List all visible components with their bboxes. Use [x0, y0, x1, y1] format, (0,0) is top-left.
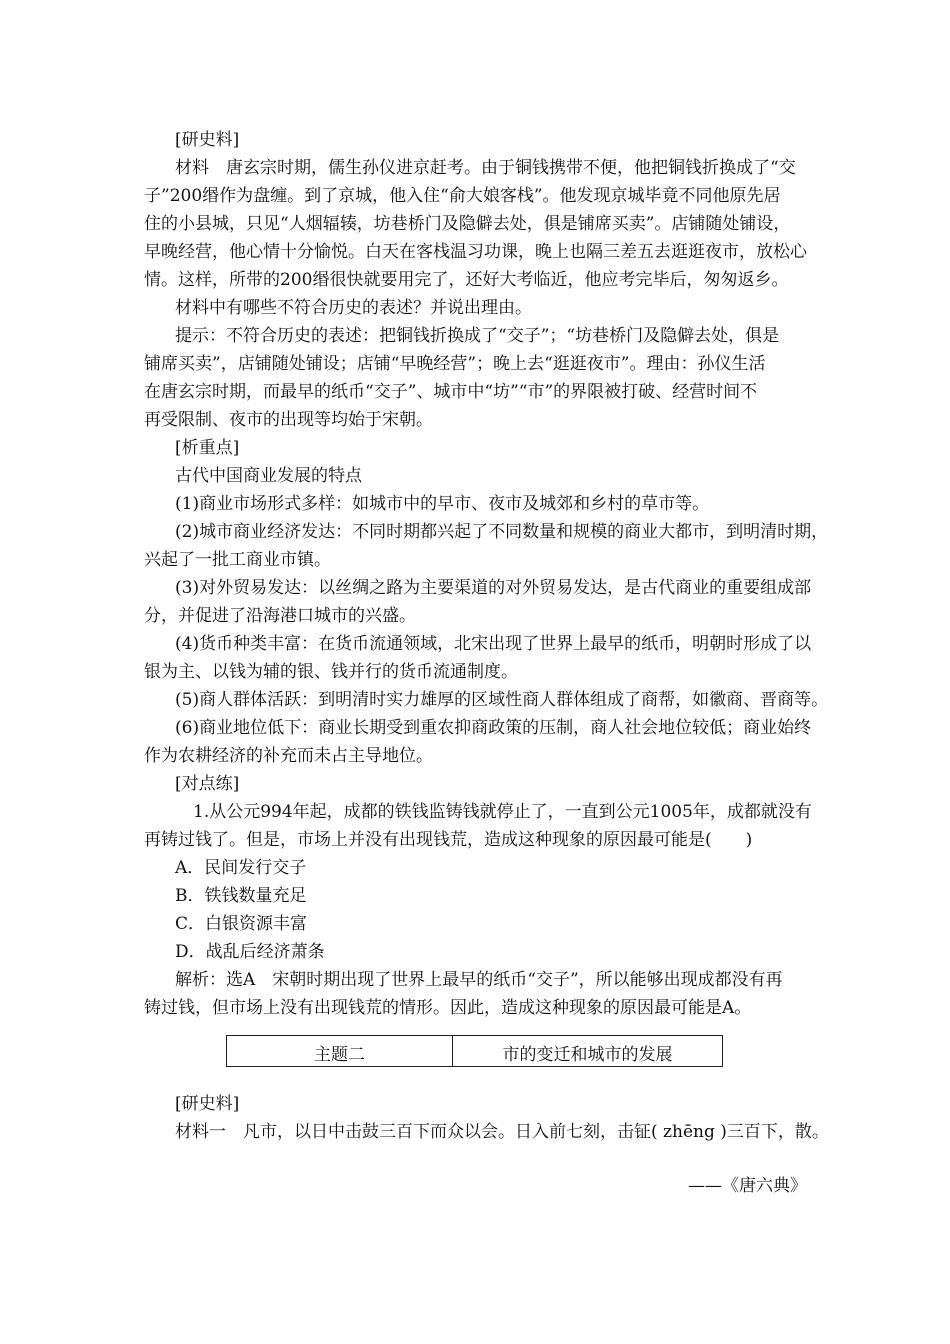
option-a: A．民间发行交子	[175, 858, 307, 878]
option-c: C．白银资源丰富	[175, 914, 308, 934]
topic-title: 市的变迁和城市的发展	[502, 1045, 673, 1065]
material-line: 住的小县城，只见“人烟辐辏，坊巷桥门及隐僻去处，俱是铺席买卖”。店铺随处铺设，	[144, 214, 791, 234]
material-line: 子”200缗作为盘缠。到了京城，他入住“俞大娘客栈”。他发现京城毕竟不同他原先居	[144, 186, 781, 206]
point-line: (4)货币种类丰富：在货币流通领域，北宋出现了世界上最早的纸币，明朝时形成了以	[175, 634, 812, 654]
analysis-line: 解析：选A 宋朝时期出现了世界上最早的纸币“交子”，所以能够出现成都没有再	[175, 970, 783, 990]
exercise-question-line: 再铸过钱了。但是，市场上并没有出现钱荒，造成这种现象的原因最可能是( )	[144, 830, 753, 850]
point-line: 分，并促进了沿海港口城市的兴盛。	[144, 606, 416, 626]
analysis-line: 铸过钱，但市场上没有出现钱荒的情形。因此，造成这种现象的原因最可能是A。	[144, 998, 752, 1018]
material-line: 早晚经营，他心情十分愉悦。白天在客栈温习功课，晚上也隔三差五去逛逛夜市，放松心	[144, 242, 807, 262]
question-text: 材料中有哪些不符合历史的表述？并说出理由。	[175, 298, 532, 318]
hint-line: 提示：不符合历史的表述：把铜钱折换成了“交子”；“坊巷桥门及隐僻去处，俱是	[175, 326, 780, 346]
point-line: (2)城市商业经济发达：不同时期都兴起了不同数量和规模的商业大都市，到明清时期，	[175, 522, 829, 542]
hint-line: 铺席买卖”，店铺随处铺设；店铺“早晚经营”；晚上去“逛逛夜市”。理由：孙仪生活	[144, 354, 766, 374]
option-d: D．战乱后经济萧条	[175, 942, 325, 962]
point-line: (3)对外贸易发达：以丝绸之路为主要渠道的对外贸易发达，是古代商业的重要组成部	[175, 578, 812, 598]
point-line: 兴起了一批工商业市镇。	[144, 550, 331, 570]
section-title: 古代中国商业发展的特点	[175, 466, 362, 486]
point-line: (5)商人群体活跃：到明清时实力雄厚的区域性商人群体组成了商帮，如徽商、晋商等。	[175, 690, 829, 710]
material-one: 材料一 凡市，以日中击鼓三百下而众以会。日入前七刻，击钲( zhēng )三百下，散。	[175, 1122, 829, 1142]
material-line: 情。这样，所带的200缗很快就要用完了，还好大考临近，他应考完毕后，匆匆返乡。	[144, 270, 789, 290]
option-b: B．铁钱数量充足	[175, 886, 307, 906]
point-line: 银为主、以钱为辅的银、钱并行的货币流通制度。	[144, 662, 518, 682]
section-heading: [研史料]	[175, 1094, 240, 1114]
hint-line: 再受限制、夜市的出现等均始于宋朝。	[144, 410, 433, 430]
section-heading: [研史料]	[175, 130, 240, 150]
point-line: (1)商业市场形式多样：如城市中的早市、夜市及城郊和乡村的草市等。	[175, 494, 710, 514]
point-line: (6)商业地位低下：商业长期受到重农抑商政策的压制，商人社会地位较低；商业始终	[175, 718, 812, 738]
topic-table	[226, 1035, 723, 1067]
topic-label: 主题二	[227, 1036, 453, 1066]
source-citation: ——《唐六典》	[688, 1176, 807, 1196]
section-heading: [析重点]	[175, 438, 240, 458]
point-line: 作为农耕经济的补充而未占主导地位。	[144, 746, 433, 766]
material-line: 材料 唐玄宗时期，儒生孙仪进京赶考。由于铜钱携带不便，他把铜钱折换成了“交	[175, 158, 796, 178]
section-heading: [对点练]	[175, 774, 240, 794]
exercise-question-line: 1.从公元994年起，成都的铁钱监铸钱就停止了，一直到公元1005年，成都就没有	[193, 802, 812, 822]
hint-line: 在唐玄宗时期，而最早的纸币“交子”、城市中“坊”“市”的界限被打破、经营时间不	[144, 382, 758, 402]
